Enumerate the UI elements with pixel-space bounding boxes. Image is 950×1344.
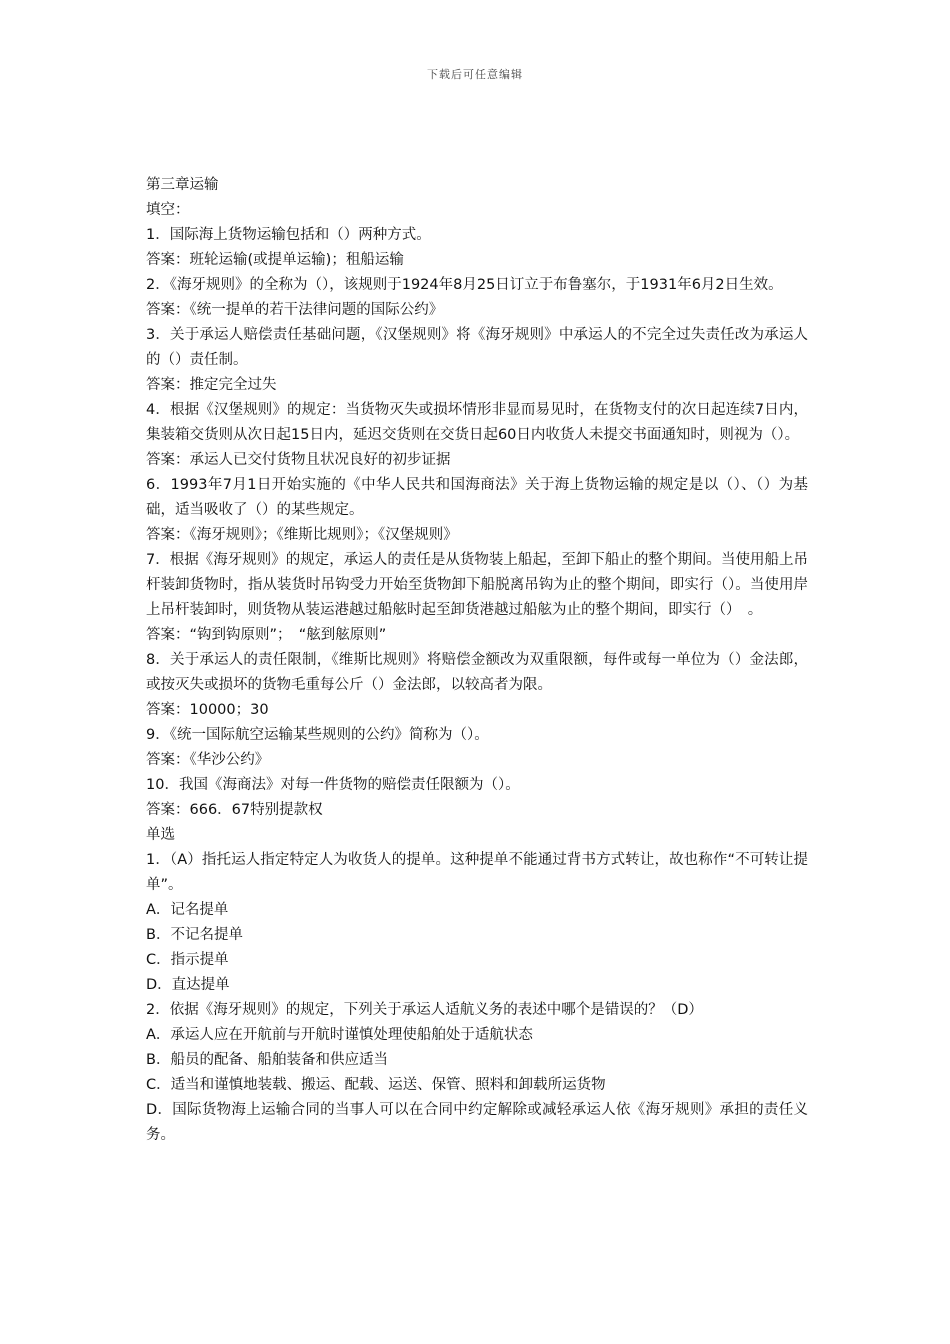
option-item: D．国际货物海上运输合同的当事人可以在合同中约定解除或减轻承运人依《海牙规则》承担的责任义务。: [146, 1102, 808, 1143]
option-item: A．记名提单: [146, 902, 229, 918]
option-item: D．直达提单: [146, 977, 230, 993]
question-9: 9．《统一国际航空运输某些规则的公约》简称为（）。: [146, 727, 489, 743]
question-3: 3．关于承运人赔偿责任基础问题，《汉堡规则》将《海牙规则》中承运人的不完全过失责任改为承运人的（）责任制。: [146, 327, 808, 368]
document-body: [146, 173, 808, 1148]
answer-10: 答案：666．67特别提款权: [146, 802, 323, 818]
option-item: C．指示提单: [146, 952, 229, 968]
answer-2: 答案：《统一提单的若干法律问题的国际公约》: [146, 302, 444, 318]
option-list-2: [146, 1023, 808, 1148]
answer-4: 答案：承运人已交付货物且状况良好的初步证据: [146, 452, 451, 468]
option-list-1: [146, 898, 808, 998]
section-heading-single-choice: 单选: [146, 827, 175, 843]
option-item: C．适当和谨慎地装载、搬运、配载、运送、保管、照料和卸载所运货物: [146, 1077, 606, 1093]
question-4: 4．根据《汉堡规则》的规定：当货物灭失或损坏情形非显而易见时，在货物支付的次日起连续7日内，集装箱交货则从次日起15日内，延迟交货则在交货日起60日内收货人未提交书面通知时，则视为（）。: [146, 402, 808, 443]
option-item: B．船员的配备、船舶装备和供应适当: [146, 1052, 388, 1068]
question-7: 7．根据《海牙规则》的规定，承运人的责任是从货物装上船起，至卸下船止的整个期间。当使用船上吊杆装卸货物时，指从装货时吊钩受力开始至货物卸下船脱离吊钩为止的整个期间，即实行（）。当使用岸上吊杆装卸时，则货物从装运港越过船舷时起至卸货港越过船舷为止的整个期间，即实行（） 。: [146, 552, 808, 618]
answer-9: 答案：《华沙公约》: [146, 752, 270, 768]
question-1: 1．国际海上货物运输包括和（）两种方式。: [146, 227, 431, 243]
answer-3: 答案：推定完全过失: [146, 377, 277, 393]
option-item: A．承运人应在开航前与开航时谨慎处理使船舶处于适航状态: [146, 1027, 533, 1043]
single-choice-question-1: 1．（A）指托运人指定特定人为收货人的提单。这种提单不能通过背书方式转让，故也称作“不可转让提单”。: [146, 852, 808, 893]
section-heading-fill: 填空：: [146, 202, 190, 218]
page-header: 下载后可任意编辑: [427, 68, 523, 81]
question-2: 2．《海牙规则》的全称为（），该规则于1924年8月25日订立于布鲁塞尔，于1931年6月2日生效。: [146, 277, 783, 293]
question-10: 10．我国《海商法》对每一件货物的赔偿责任限额为（）。: [146, 777, 520, 793]
answer-1: 答案：班轮运输(或提单运输)；租船运输: [146, 252, 404, 268]
answer-6: 答案：《海牙规则》；《维斯比规则》；《汉堡规则》: [146, 527, 458, 543]
answer-7: 答案：“钩到钩原则”； “舷到舷原则”: [146, 627, 387, 643]
answer-8: 答案：10000；30: [146, 702, 269, 718]
option-item: B．不记名提单: [146, 927, 243, 943]
single-choice-question-2: 2．依据《海牙规则》的规定，下列关于承运人适航义务的表述中哪个是错误的？（D）: [146, 1002, 703, 1018]
question-6: 6．1993年7月1日开始实施的《中华人民共和国海商法》关于海上货物运输的规定是以（）、（）为基础，适当吸收了（）的某些规定。: [146, 477, 808, 518]
question-8: 8．关于承运人的责任限制，《维斯比规则》将赔偿金额改为双重限额，每件或每一单位为（）金法郎，或按灭失或损坏的货物毛重每公斤（）金法郎，以较高者为限。: [146, 652, 808, 693]
chapter-title: 第三章运输: [146, 177, 219, 193]
